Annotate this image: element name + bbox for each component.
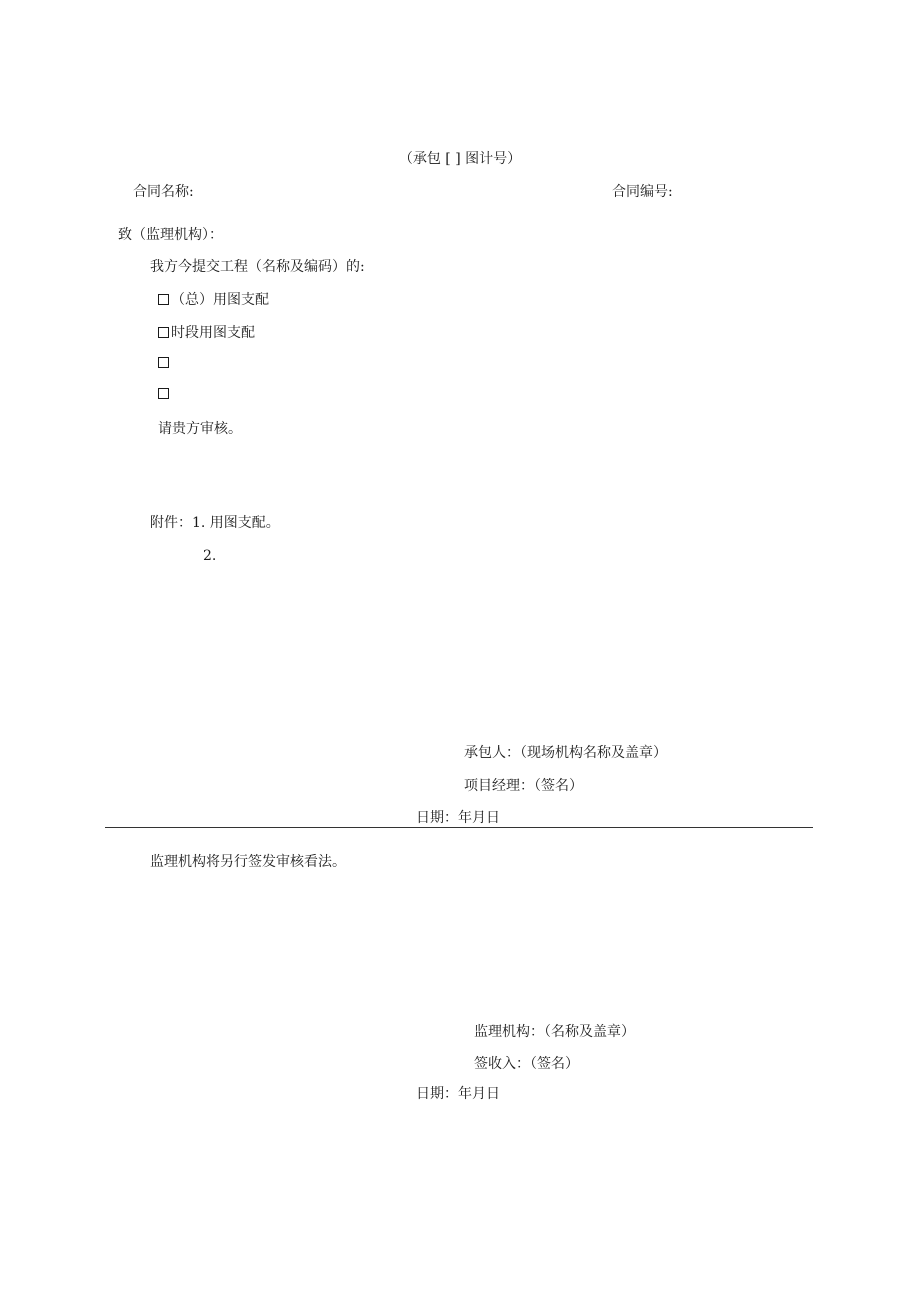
option-label: （总）用图支配 <box>171 292 269 308</box>
option-blank-2[interactable] <box>158 385 171 403</box>
supervisor-date: 日期：年月日 <box>416 1086 500 1102</box>
document-code: （承包 [ ] 图计号） <box>398 151 522 167</box>
checkbox-icon[interactable] <box>158 294 169 305</box>
checkbox-icon[interactable] <box>158 388 169 399</box>
contract-name-label: 合同名称: <box>133 184 194 200</box>
contractor-signer: 承包人：（现场机构名称及盖章） <box>464 745 667 761</box>
option-period-plan[interactable] <box>158 324 255 342</box>
option-blank-1[interactable] <box>158 354 171 372</box>
addressee-line: 致（监理机构）： <box>118 227 223 243</box>
supervisor-org: 监理机构：（名称及盖章） <box>474 1024 635 1040</box>
receiver-signature: 签收入：（签名） <box>474 1056 579 1072</box>
attachment-item: 1. 用图支配。 <box>192 515 280 531</box>
contractor-date: 日期：年月日 <box>416 810 500 826</box>
section-divider <box>105 827 813 828</box>
checkbox-icon[interactable] <box>158 327 169 338</box>
submission-intro: 我方今提交工程（名称及编码）的: <box>150 259 365 275</box>
option-total-plan[interactable] <box>158 291 269 309</box>
attachment-item: 2. <box>203 548 217 564</box>
contract-number-label: 合同编号: <box>612 184 673 200</box>
supervisor-opinion: 监理机构将另行签发审核看法。 <box>150 854 346 870</box>
review-request: 请贵方审核。 <box>158 421 242 437</box>
checkbox-icon[interactable] <box>158 357 169 368</box>
attachment-row-1 <box>150 514 280 532</box>
attachments-label: 附件： <box>150 515 192 531</box>
option-label: 时段用图支配 <box>171 325 255 341</box>
project-manager-signature: 项目经理：（签名） <box>464 778 583 794</box>
